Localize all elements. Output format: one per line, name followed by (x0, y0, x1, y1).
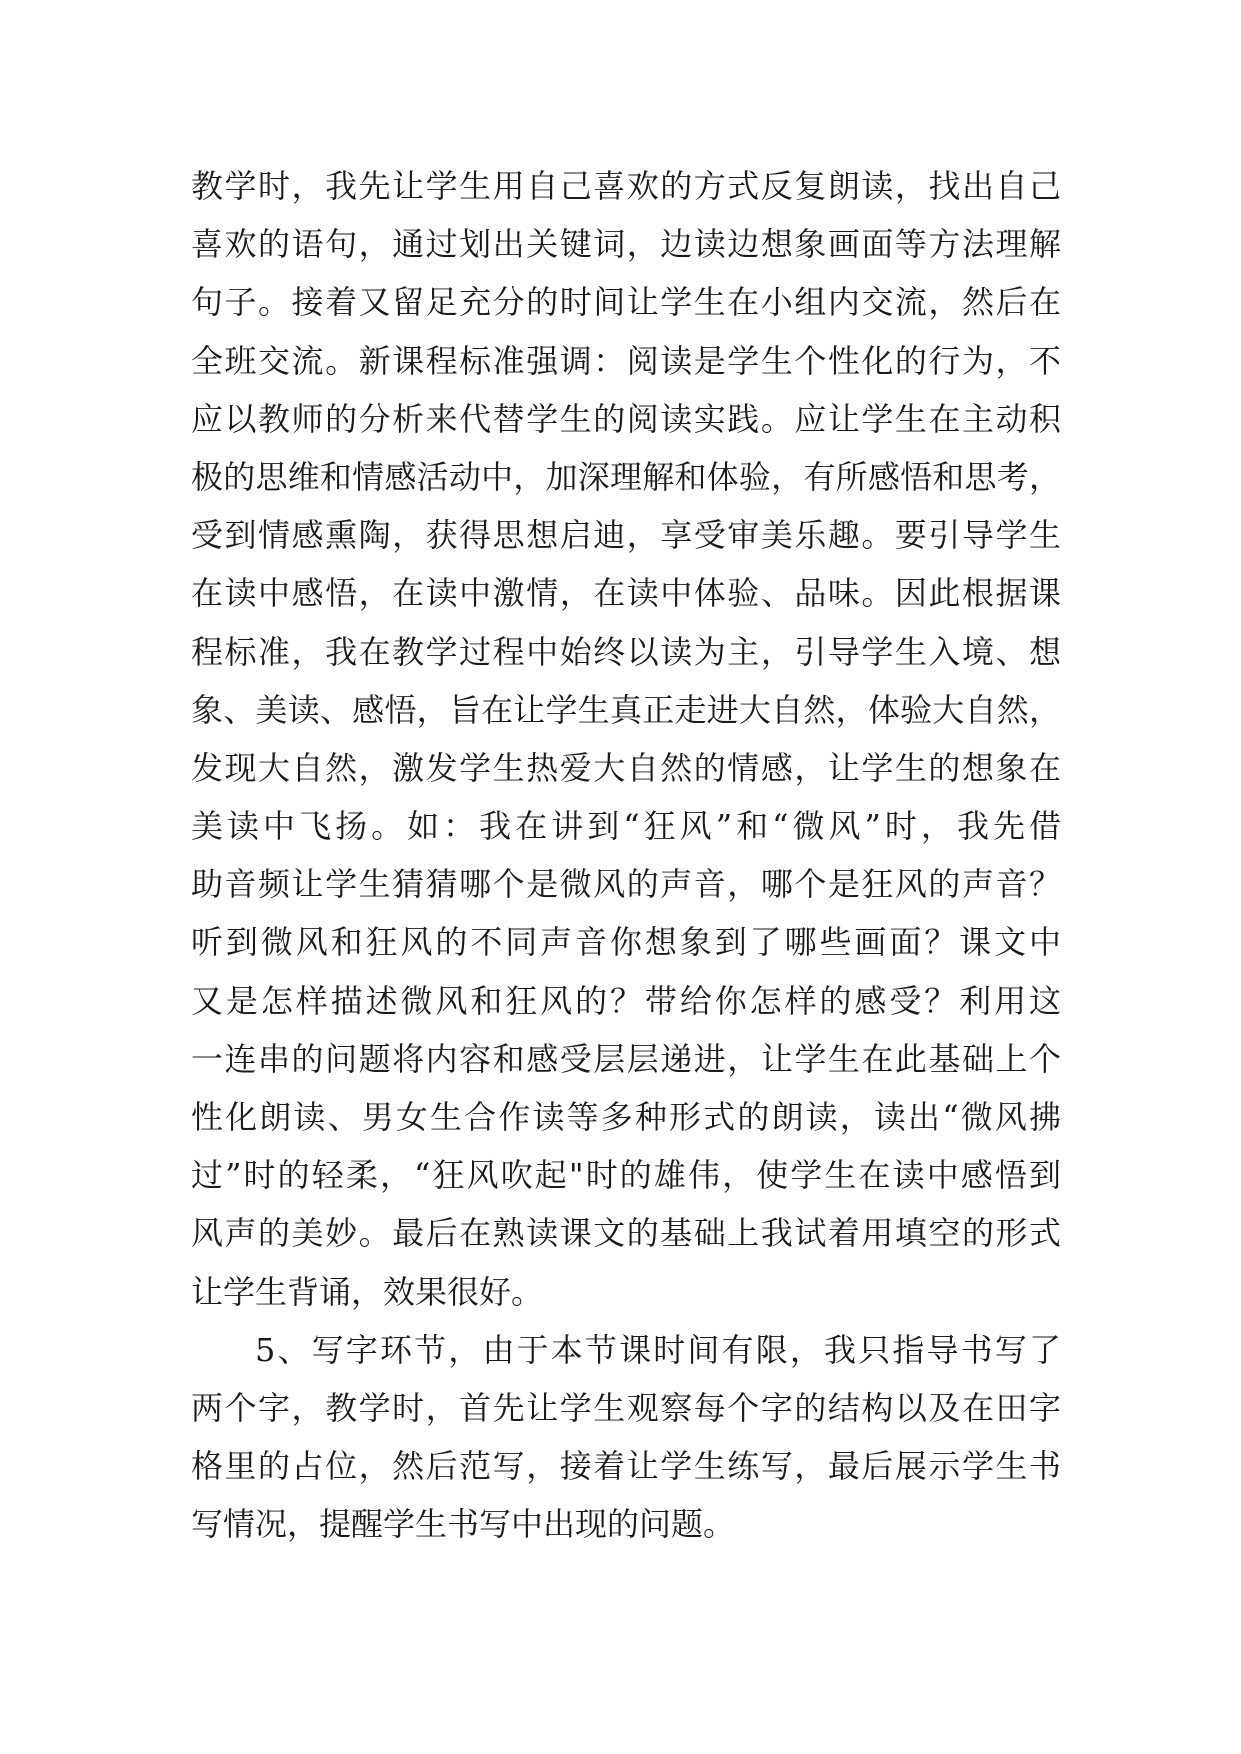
body-text (191, 157, 1061, 1554)
text-line: 5、写字环节，由于本节课时间有限，我只指导书写了 (255, 1330, 1061, 1369)
text-line: 让学生背诵，效果很好。 (191, 1272, 544, 1311)
text-line: 一连串的问题将内容和感受层层递进，让学生在此基础上个 (191, 1039, 1061, 1078)
text-line: 应以教师的分析来代替学生的阅读实践。应让学生在主动积 (191, 399, 1061, 438)
text-line: 喜欢的语句，通过划出关键词，边读边想象画面等方法理解 (191, 225, 1061, 264)
text-line: 全班交流。新课程标准强调：阅读是学生个性化的行为，不 (191, 341, 1061, 380)
text-line: 两个字，教学时，首先让学生观察每个字的结构以及在田字 (191, 1388, 1061, 1427)
text-line: 受到情感熏陶，获得思想启迪，享受审美乐趣。要引导学生 (191, 516, 1061, 555)
text-line: 助音频让学生猜猜哪个是微风的声音，哪个是狂风的声音？ (191, 865, 1061, 904)
paragraph-1 (191, 157, 1061, 1321)
text-line: 性化朗读、男女生合作读等多种形式的朗读，读出“微风拂 (191, 1098, 1061, 1136)
text-line: 风声的美妙。最后在熟读课文的基础上我试着用填空的形式 (191, 1214, 1061, 1253)
text-line: 象、美读、感悟，旨在让学生真正走进大自然，体验大自然， (191, 690, 1061, 729)
text-line: 听到微风和狂风的不同声音你想象到了哪些画面？课文中 (191, 923, 1061, 962)
text-line: 美读中飞扬。如：我在讲到“狂风”和“微风”时，我先借 (191, 807, 1061, 846)
text-line: 过”时的轻柔，“狂风吹起"时的雄伟，使学生在读中感悟到 (191, 1156, 1061, 1195)
text-line: 教学时，我先让学生用自己喜欢的方式反复朗读，找出自己 (191, 167, 1061, 205)
text-line: 句子。接着又留足充分的时间让学生在小组内交流，然后在 (191, 283, 1061, 322)
text-line: 格里的占位，然后范写，接着让学生练写，最后展示学生书 (191, 1447, 1061, 1486)
text-line: 极的思维和情感活动中，加深理解和体验，有所感悟和思考， (191, 457, 1061, 496)
text-line: 又是怎样描述微风和狂风的？带给你怎样的感受？利用这 (191, 981, 1061, 1020)
text-line: 写情况，提醒学生书写中出现的问题。 (191, 1505, 736, 1544)
text-line: 在读中感悟，在读中激情，在读中体验、品味。因此根据课 (191, 574, 1061, 613)
text-line: 程标准，我在教学过程中始终以读为主，引导学生入境、想 (191, 632, 1061, 671)
text-line: 发现大自然，激发学生热爱大自然的情感，让学生的想象在 (191, 748, 1061, 787)
paragraph-2 (191, 1321, 1061, 1554)
